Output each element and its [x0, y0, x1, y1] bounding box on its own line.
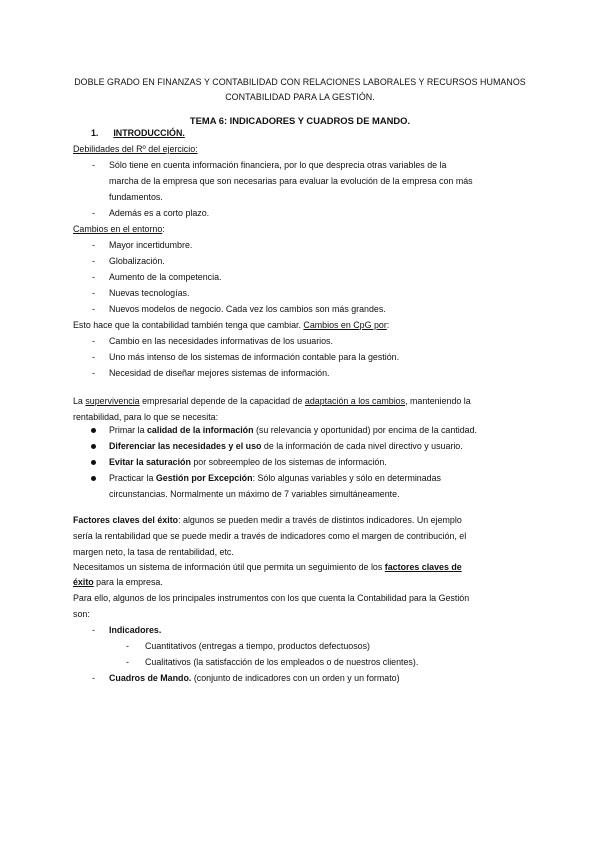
text-run: Necesitamos un sistema de información útil que permita un seguimiento de los	[73, 562, 385, 572]
bold-term: calidad de la información	[146, 425, 254, 435]
bullet-dot	[91, 476, 96, 481]
cambio-item: Nuevas tecnologías.	[109, 288, 190, 298]
dash-marker: -	[92, 272, 95, 282]
debilidades-heading: Debilidades del Rº del ejercicio:	[73, 144, 198, 154]
cpg-intro: Esto hace que la contabilidad también tenga que cambiar.	[73, 320, 304, 330]
bullet-4-line-1	[109, 473, 441, 484]
cpg-heading: Cambios en CpG por	[303, 320, 387, 330]
cambio-item: Globalización.	[109, 256, 165, 266]
course-title: CONTABILIDAD PARA LA GESTIÓN.	[225, 92, 375, 102]
cambio-item: Mayor incertidumbre.	[109, 240, 193, 250]
factores-line-3: margen neto, la tasa de rentabilidad, etc.	[73, 547, 234, 557]
dash-marker: -	[92, 368, 95, 378]
text-run: , manteniendo la	[405, 396, 471, 406]
cambios-heading	[73, 224, 165, 235]
debilidad-1-line-1: Sólo tiene en cuenta información financiera, por lo que desprecia otras variables de la	[109, 160, 447, 170]
text-run: : Sólo algunas variables y sólo en determinadas	[252, 473, 441, 483]
text-run: La	[73, 396, 86, 406]
dash-marker: -	[92, 208, 95, 218]
factores-line-7: son:	[73, 609, 90, 619]
factores-line-4	[73, 562, 462, 573]
cpg-item: Necesidad de diseñar mejores sistemas de información.	[109, 368, 330, 378]
supervivencia-term: supervivencia	[85, 396, 140, 406]
indicadores-item: Indicadores.	[109, 625, 162, 635]
dash-marker: -	[92, 352, 95, 362]
bullet-dot	[91, 460, 96, 465]
cpg-colon: :	[386, 320, 390, 330]
section-heading	[91, 128, 185, 139]
factores-term-underlined: factores claves de	[384, 562, 462, 572]
text-run: Practicar la	[109, 473, 156, 483]
bold-term: Evitar la saturación	[109, 457, 191, 467]
dash-marker: -	[92, 625, 95, 635]
text-run: : algunos se pueden medir a través de distintos indicadores. Un ejemplo	[178, 515, 462, 525]
dash-marker: -	[92, 240, 95, 250]
bold-term: Gestión por Excepción	[155, 473, 253, 483]
cambios-colon: :	[162, 224, 165, 234]
text-run: Primar la	[109, 425, 147, 435]
bold-term: Diferenciar las necesidades y el uso	[109, 441, 262, 451]
cuantitativos-item: Cuantitativos (entregas a tiempo, productos defectuosos)	[145, 641, 370, 651]
debilidad-1-line-3: fundamentos.	[109, 192, 163, 202]
factores-line-6: Para ello, algunos de los principales instrumentos con los que cuenta la Contabilidad para la Gestión	[73, 593, 470, 603]
section-number: 1.	[91, 128, 99, 138]
supervivencia-line-1	[73, 396, 471, 407]
debilidad-2: Además es a corto plazo.	[109, 208, 210, 218]
supervivencia-line-2: rentabilidad, para lo que se necesita:	[73, 412, 219, 422]
dash-marker: -	[92, 160, 95, 170]
text-run: para la empresa.	[93, 577, 163, 587]
dash-marker: -	[92, 673, 95, 683]
text-run: por sobreempleo de los sistemas de información.	[190, 457, 387, 467]
dash-marker: -	[126, 657, 129, 667]
text-run: de la información de cada nivel directivo y usuario.	[261, 441, 463, 451]
bullet-3	[109, 457, 387, 468]
dash-marker: -	[92, 304, 95, 314]
dash-marker: -	[92, 288, 95, 298]
bullet-dot	[91, 444, 96, 449]
factores-line-5	[73, 577, 163, 588]
exito-term: éxito	[73, 577, 94, 587]
factores-term: Factores claves del éxito	[73, 515, 179, 525]
debilidad-1-line-2: marcha de la empresa que son necesarias para evaluar la evolución de la empresa con más	[109, 176, 473, 186]
factores-line-1	[73, 515, 462, 526]
bullet-dot	[91, 428, 96, 433]
cpg-item: Cambio en las necesidades informativas de los usuarios.	[109, 336, 333, 346]
bullet-2	[109, 441, 463, 452]
cuadros-term: Cuadros de Mando.	[109, 673, 192, 683]
dash-marker: -	[92, 256, 95, 266]
text-run: (su relevancia y oportunidad) por encima de la cantidad.	[253, 425, 477, 435]
cpg-item: Uno más intenso de los sistemas de información contable para la gestión.	[109, 352, 400, 362]
text-run: empresarial depende de la capacidad de	[139, 396, 305, 406]
cambio-item: Aumento de la competencia.	[109, 272, 222, 282]
dash-marker: -	[92, 336, 95, 346]
cualitativos-item: Cualitativos (la satisfacción de los empleados o de nuestros clientes).	[145, 657, 419, 667]
bullet-4-line-2: circunstancias. Normalmente un máximo de 7 variables simultáneamente.	[109, 489, 400, 499]
text-run: (conjunto de indicadores con un orden y un formato)	[191, 673, 400, 683]
bullet-1	[109, 425, 477, 436]
topic-title: TEMA 6: INDICADORES Y CUADROS DE MANDO.	[189, 115, 411, 126]
adaptacion-term: adaptación a los cambios	[304, 396, 406, 406]
cambios-heading-text: Cambios en el entorno	[73, 224, 163, 234]
degree-title: DOBLE GRADO EN FINANZAS Y CONTABILIDAD CON RELACIONES LABORALES Y RECURSOS HUMANOS	[74, 77, 526, 87]
section-title: INTRODUCCIÓN.	[113, 128, 185, 138]
cuadros-item	[109, 673, 400, 684]
factores-line-2: sería la rentabilidad que se puede medir a través de indicadores como el margen de contribución, el	[73, 531, 467, 541]
cpg-intro-line	[73, 320, 389, 331]
cambio-item: Nuevos modelos de negocio. Cada vez los cambios son más grandes.	[109, 304, 386, 314]
dash-marker: -	[126, 641, 129, 651]
